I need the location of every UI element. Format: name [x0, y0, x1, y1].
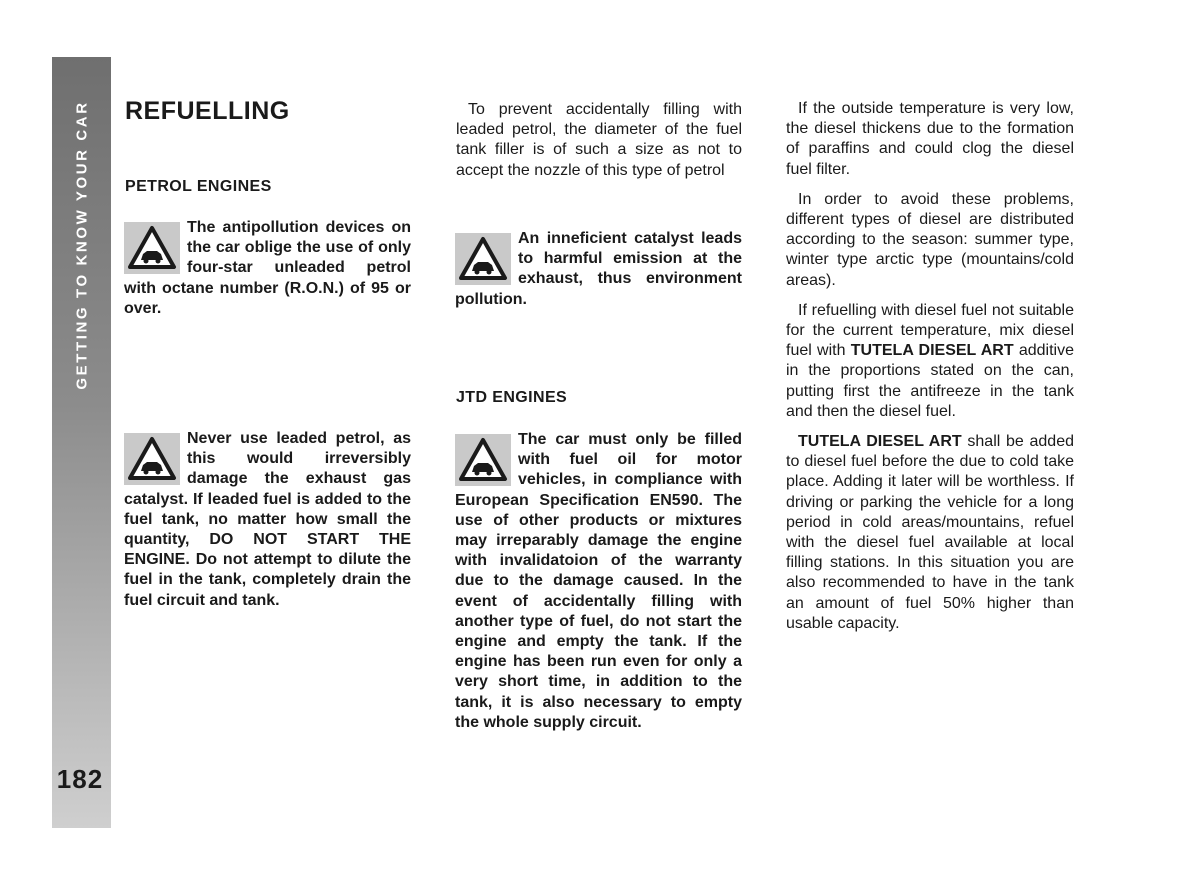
- paragraph: [786, 301, 1074, 422]
- paragraph: If the outside temperature is very low, the diesel thickens due to the formation of paraffins and could clog the diesel fuel filter.: [786, 100, 1074, 178]
- subheading-petrol-engines: PETROL ENGINES: [125, 178, 272, 195]
- warning-block: [124, 218, 411, 319]
- product-name: TUTELA DIESEL ART: [850, 342, 1014, 360]
- page-number: 182: [56, 764, 104, 794]
- page-title: REFUELLING: [125, 97, 290, 125]
- warning-block: [455, 430, 742, 733]
- paragraph: [786, 432, 1074, 634]
- warning-text: The antipollution devices on the car oblige the use of only four-star unleaded petrol with octane number (R.O.N.) of 95 or over.: [124, 219, 411, 317]
- product-name: TUTELA DIESEL ART: [798, 433, 962, 451]
- warning-car-icon: [455, 233, 511, 285]
- paragraph: To prevent accidentally filling with leaded petrol, the diameter of the fuel tank filler is of such a size as not to accept the nozzle of this type of petrol: [456, 101, 742, 179]
- paragraph: In order to avoid these problems, different types of diesel are distributed according to the season: summer type, winter type arctic type (mountains/cold areas).: [786, 190, 1074, 289]
- intro-text: [456, 100, 742, 191]
- warning-block: [124, 429, 411, 611]
- warning-text: Never use leaded petrol, as this would irreversibly damage the exhaust gas catalyst. If leaded fuel is added to the fuel tank, no matter how small the quantity, DO NOT START THE ENGINE. Do not attempt to dilute the fuel in the tank, completely drain the fuel circuit and tank.: [124, 430, 411, 609]
- warning-text: An inneficient catalyst leads to harmful emission at the exhaust, thus environment pollution.: [455, 230, 742, 308]
- paragraph-text: shall be added to diesel fuel before the due to cold take place. Adding it later will be worthless. If driving or parking the vehicle for a long period in cold areas/mountains, refuel with the diesel fuel available at local filling stations. In this situation you are also recommended to have in the tank an amount of fuel 50% higher than usable capacity.: [786, 433, 1074, 632]
- warning-car-icon: [124, 433, 180, 485]
- warning-car-icon: [124, 222, 180, 274]
- subheading-jtd-engines: JTD ENGINES: [456, 389, 568, 406]
- warning-text: The car must only be filled with fuel oil for motor vehicles, in compliance with European Specification EN590. The use of other products or mixtures may irreparably damage the engine with invalidatoion of the warranty due to the damage caused. In the event of accidentally filling with another type of fuel, do not start the engine and empty the tank. If the engine has been run even for only a very short time, in addition to the tank, it is also necessary to empty the whole supply circuit.: [455, 431, 742, 731]
- warning-car-icon: [455, 434, 511, 486]
- diesel-info-text: [786, 99, 1074, 644]
- section-label: GETTING TO KNOW YOUR CAR: [73, 100, 91, 390]
- paragraph-text: additive in the proportions stated on the can, putting first the antifreeze in the tank and then the diesel fuel.: [786, 342, 1075, 420]
- warning-block: [455, 229, 742, 310]
- paragraph-text: If refuelling with diesel fuel not suitable for the current temperature, mix diesel fuel with: [786, 301, 1074, 360]
